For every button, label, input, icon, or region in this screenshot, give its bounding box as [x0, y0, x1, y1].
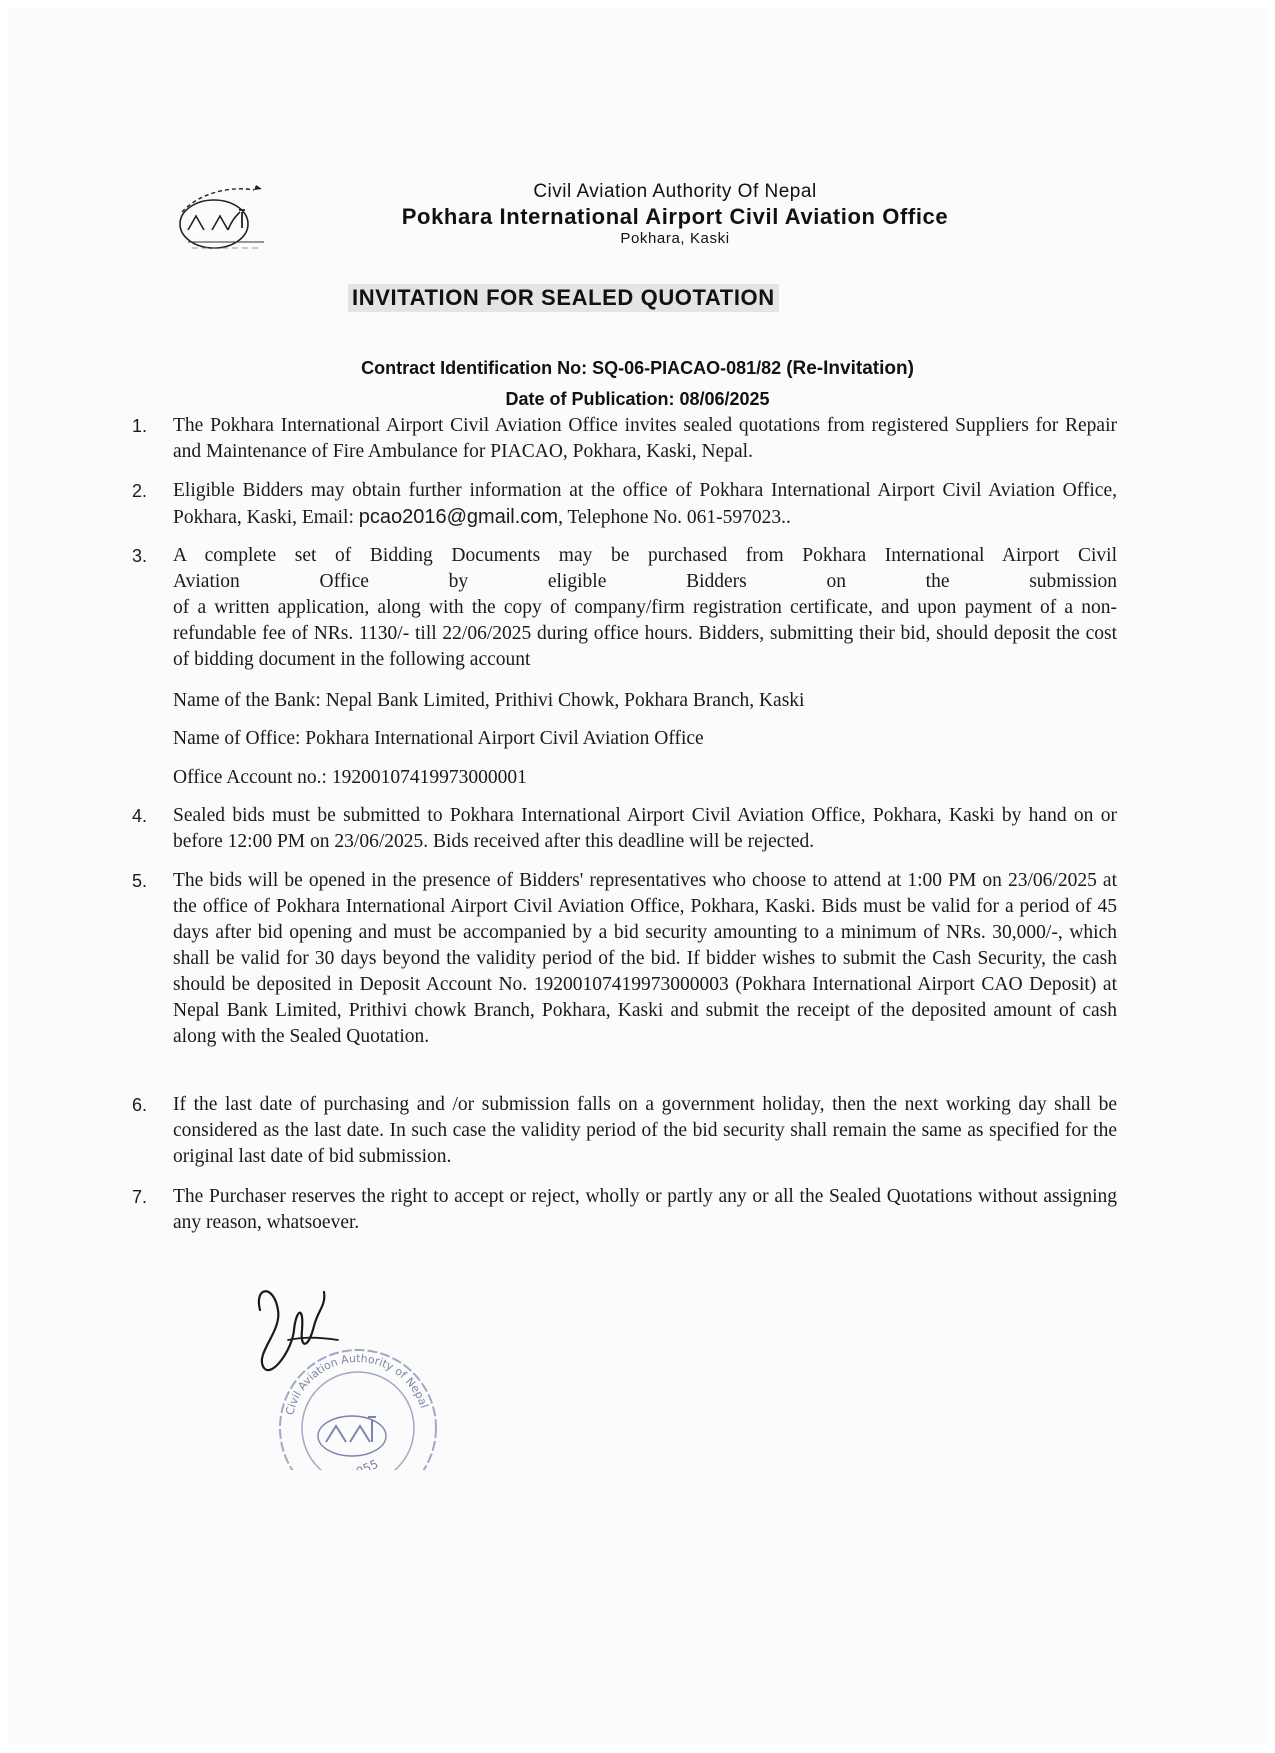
- document-title: INVITATION FOR SEALED QUOTATION: [348, 284, 779, 312]
- clause-line-1: A complete set of Bidding Documents may be purchased from Pokhara International Airport Civil: [173, 545, 1117, 566]
- office-location: Pokhara, Kaski: [620, 230, 730, 247]
- clause-6: [132, 1092, 1117, 1170]
- letterhead: [170, 176, 1050, 266]
- seal-year: 2055: [346, 1456, 381, 1470]
- signature: [259, 1291, 324, 1370]
- clause-number: 1.: [132, 416, 148, 436]
- clause-7: [132, 1184, 1117, 1236]
- clause-1: [132, 413, 1117, 465]
- clause-2: [132, 478, 1117, 531]
- publication-date: Date of Publication: 08/06/2025: [505, 389, 770, 409]
- contract-identification: [0, 358, 1275, 380]
- clause-number: 7.: [132, 1187, 148, 1207]
- clause-text-before: Eligible Bidders may obtain further information at the office of Pokhara International Airport Civil Aviation Office, Pokhara, Kaski, Email:: [173, 480, 1117, 528]
- clause-number: 4.: [132, 806, 148, 826]
- clause-text: The bids will be opened in the presence of Bidders' representatives who choose to attend at 1:00 PM on 23/06/2025 at the office of Pokhara International Airport Civil Aviation Office, Pokhara, Kaski. Bids must be valid for a period of 45 days after bid opening and must be accompanied by a bid security amounting to a minimum of NRs. 30,000/-, which shall be valid for 30 days beyond the validity period of the bid. If bidder wishes to submit the Cash Security, the cash should be deposited in Deposit Account No. 19200107419973000003 (Pokhara International Airport CAO Deposit) at Nepal Bank Limited, Prithivi chowk Branch, Pokhara, Kaski and submit the receipt of the deposited amount of cash along with the Sealed Quotation.: [173, 870, 1117, 1047]
- office-name: Pokhara International Airport Civil Aviation Office: [401, 204, 949, 229]
- office-name-line: Name of Office: Pokhara International Airport Civil Aviation Office: [173, 728, 704, 749]
- clause-number: 6.: [132, 1095, 148, 1115]
- clause-3: [132, 543, 1117, 673]
- official-seal: [248, 1280, 468, 1470]
- clause-text: [173, 543, 1117, 673]
- authority-name: Civil Aviation Authority Of Nepal: [533, 181, 817, 202]
- clause-text: The Pokhara International Airport Civil Aviation Office invites sealed quotations from registered Suppliers for Repair and Maintenance of Fire Ambulance for PIACAO, Pokhara, Kaski, Nepal.: [173, 415, 1117, 462]
- clause-number: 5.: [132, 871, 148, 891]
- caan-logo: [170, 176, 290, 262]
- clause-text-after: , Telephone No. 061-597023..: [558, 507, 791, 528]
- clause-text: If the last date of purchasing and /or submission falls on a government holiday, then the next working day shall be considered as the last date. In such case the validity period of the bid security shall remain the same as specified for the original last date of bid submission.: [173, 1094, 1117, 1167]
- email-link[interactable]: pcao2016@gmail.com: [358, 506, 559, 528]
- clause-rest: of a written application, along with the copy of company/firm registration certificate, and upon payment of a non-refundable fee of NRs. 1130/- till 22/06/2025 during office hours. Bidders, submitting their bid, should deposit the cost of bidding document in the following account: [173, 597, 1117, 670]
- clause-text: The Purchaser reserves the right to accept or reject, wholly or partly any or all the Sealed Quotations without assigning any reason, whatsoever.: [173, 1186, 1117, 1233]
- office-account-line: Office Account no.: 19200107419973000001: [173, 767, 527, 788]
- bank-name-line: Name of the Bank: Nepal Bank Limited, Prithivi Chowk, Pokhara Branch, Kaski: [173, 690, 805, 711]
- clause-number: 3.: [132, 546, 148, 566]
- clause-5: [132, 868, 1117, 1050]
- contract-number: Contract Identification No: SQ-06-PIACAO-081/82: [361, 358, 782, 378]
- clause-4: [132, 803, 1117, 855]
- reinvitation-note: (Re-Invitation): [786, 358, 914, 379]
- seal-ring-text: Civil Aviation Authority of Nepal: [283, 1351, 431, 1417]
- clause-text: Sealed bids must be submitted to Pokhara International Airport Civil Aviation Office, Pokhara, Kaski by hand on or before 12:00 PM on 23/06/2025. Bids received after this deadline will be rejected.: [173, 805, 1117, 852]
- signature-and-seal: [248, 1280, 468, 1470]
- clause-number: 2.: [132, 481, 148, 501]
- clause-text: [173, 478, 1117, 531]
- clause-line-2: Aviation Office by eligible Bidders on the submission: [173, 571, 1117, 592]
